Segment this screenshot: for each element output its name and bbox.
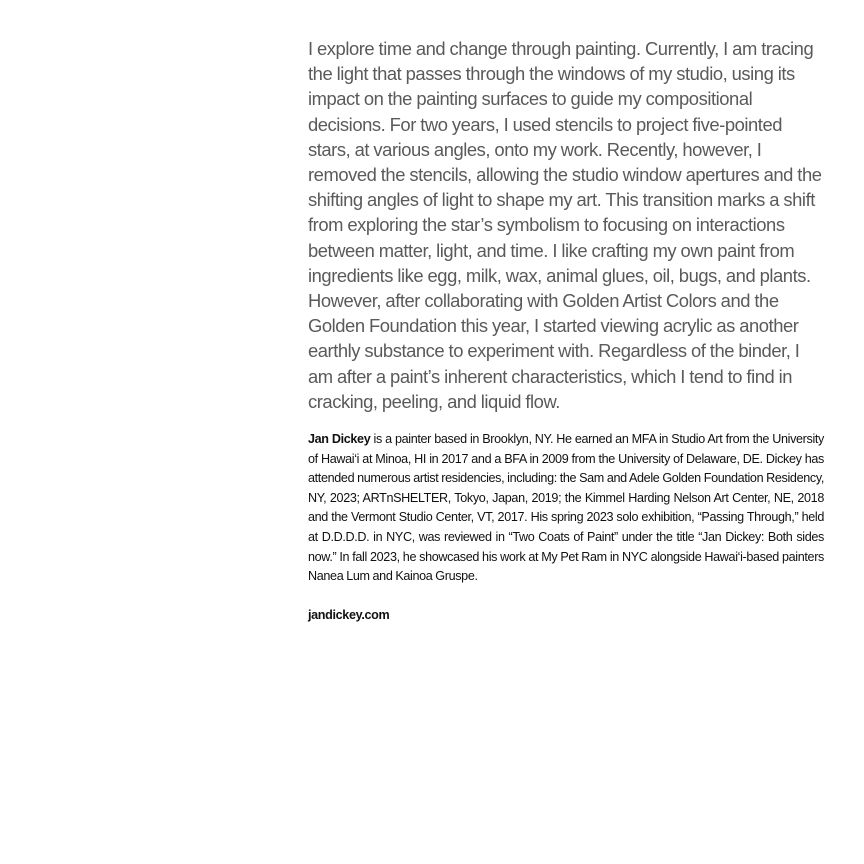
bio-text: is a painter based in Brooklyn, NY. He earned an MFA in Studio Art from the University of Hawai‘i at Minoa, HI in 2017 and a BFA in 2009 from the University of Delaware, DE. Dickey has attended numerous artist residencies, including: the Sam and Adele Golden Foundation Residency, NY, 2023; ARTnSHELTER, Tokyo, Japan, 2019; the Kimmel Harding Nelson Art Center, NE, 2018 and the Vermont Studio Center, VT, 2017. His spring 2023 solo exhibition, “Passing Through,” held at D.D.D.D. in NYC, was reviewed in “Two Coats of Paint” under the title “Jan Dickey: Both sides now.” In fall 2023, he showcased his work at My Pet Ram in NYC alongside Hawai‘i-based painters Nanea Lum and Kainoa Gruspe. <box>308 432 825 584</box>
artist-name: Jan Dickey <box>308 432 371 447</box>
website-link[interactable]: jandickey.com <box>308 607 390 622</box>
document-page <box>308 36 824 625</box>
artist-statement: I explore time and change through painting. Currently, I am tracing the light that passes through the windows of my studio, using its impact on the painting surfaces to guide my compositional decisions. For two years, I used stencils to project five-pointed stars, at various angles, onto my work. Recently, however, I removed the stencils, allowing the studio window apertures and the shifting angles of light to shape my art. This transition marks a shift from exploring the star’s symbolism to focusing on interactions between matter, light, and time. I like crafting my own paint from ingredients like egg, milk, wax, animal glues, oil, bugs, and plants. However, after collaborating with Golden Artist Colors and the Golden Foundation this year, I started viewing acrylic as another earthly substance to experiment with. Regardless of the binder, I am after a paint’s inherent characteristics, which I tend to find in cracking, peeling, and liquid flow. <box>308 38 822 412</box>
artist-bio <box>308 430 824 587</box>
